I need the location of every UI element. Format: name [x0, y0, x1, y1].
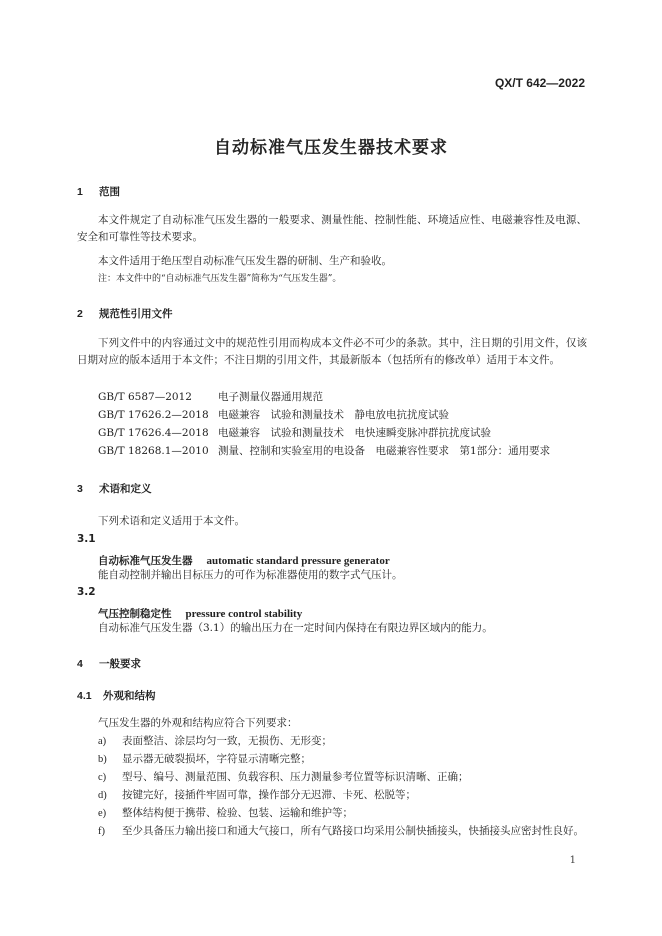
term-number: 3.1: [77, 533, 96, 545]
section-number: 3: [77, 483, 83, 495]
list-item: [98, 769, 469, 786]
list-text: 按键完好，接插件牢固可靠，操作部分无迟滞、卡死、松脱等；: [122, 789, 416, 801]
reference-item: [98, 407, 449, 424]
list-text: 显示器无破裂损坏，字符显示清晰完整；: [122, 753, 311, 765]
list-text: 型号、编号、测量范围、负载容积、压力测量参考位置等标识清晰、正确；: [122, 771, 469, 783]
reference-item: [98, 425, 491, 442]
reference-title: 电磁兼容 试验和测量技术 电快速瞬变脉冲群抗扰度试验: [218, 427, 491, 439]
reference-code: GB/T 6587—2012: [98, 391, 192, 403]
paragraph: 下列文件中的内容通过文中的规范性引用而构成本文件必不可少的条款。其中，注日期的引用文件，仅该日期对应的版本适用于本文件；不注日期的引用文件，其最新版本（包括所有的修改单）适用于本文件。: [77, 337, 587, 366]
list-item: [98, 733, 332, 750]
section-1-heading: [77, 184, 120, 199]
list-text: 至少具备压力输出接口和通大气接口，所有气路接口均采用公制快插接头，快插接头应密封性良好。: [122, 825, 584, 837]
reference-code: GB/T 17626.4—2018: [98, 427, 209, 439]
list-item: [98, 805, 353, 822]
reference-title: 电子测量仪器通用规范: [218, 391, 323, 403]
list-marker: d): [98, 790, 107, 801]
list-item: [98, 751, 311, 768]
paragraph: 下列术语和定义适用于本文件。: [98, 515, 245, 527]
reference-item: [98, 443, 550, 460]
section-number: 4: [77, 658, 83, 670]
paragraph: 本文件适用于绝压型自动标准气压发生器的研制、生产和验收。: [98, 255, 392, 267]
term-definition: 能自动控制并输出目标压力的可作为标准器使用的数字式气压计。: [98, 569, 403, 581]
standard-number: QX/T 642—2022: [494, 76, 585, 90]
list-marker: c): [98, 772, 107, 783]
reference-title: 电磁兼容 试验和测量技术 静电放电抗扰度试验: [218, 409, 449, 421]
term-definition: 自动标准气压发生器（3.1）的输出压力在一定时间内保持在有限边界区域内的能力。: [98, 622, 493, 634]
reference-title: 测量、控制和实验室用的电设备 电磁兼容性要求 第1部分：通用要求: [218, 445, 551, 457]
term-number: 3.2: [77, 586, 96, 598]
list-marker: e): [98, 808, 107, 819]
page-number: 1: [569, 855, 576, 866]
term-chinese: 自动标准气压发生器: [98, 555, 193, 567]
document-title: 自动标准气压发生器技术要求: [214, 138, 448, 158]
list-marker: f): [98, 826, 105, 837]
section-title: 规范性引用文件: [99, 308, 173, 320]
reference-item: [98, 389, 323, 406]
section-title: 范围: [99, 186, 120, 198]
subsection-4-1-heading: [77, 688, 156, 703]
paragraph: 本文件规定了自动标准气压发生器的一般要求、测量性能、控制性能、环境适应性、电磁兼容性及电源、安全和可靠性等技术要求。: [77, 214, 587, 243]
term-heading: [98, 549, 390, 568]
paragraph: 气压发生器的外观和结构应符合下列要求：: [98, 717, 298, 729]
list-item: [98, 787, 416, 804]
section-4-heading: [77, 656, 141, 671]
term-english: pressure control stability: [185, 608, 303, 620]
subsection-title: 外观和结构: [103, 690, 156, 702]
section-number: 2: [77, 308, 83, 320]
list-item: [98, 823, 122, 840]
list-marker: a): [98, 736, 107, 747]
reference-code: GB/T 18268.1—2010: [98, 445, 209, 457]
section-3-heading: [77, 481, 152, 496]
subsection-number: 4.1: [77, 690, 92, 702]
term-english: automatic standard pressure generator: [206, 555, 390, 567]
section-number: 1: [77, 186, 83, 198]
note: 注：本文件中的“自动标准气压发生器”简称为“气压发生器”。: [98, 274, 342, 284]
reference-code: GB/T 17626.2—2018: [98, 409, 209, 421]
term-chinese: 气压控制稳定性: [98, 608, 172, 620]
section-2-heading: [77, 306, 173, 321]
term-heading: [98, 602, 302, 621]
list-text: 整体结构便于携带、检验、包装、运输和维护等；: [122, 807, 353, 819]
section-title: 术语和定义: [99, 483, 152, 495]
list-marker: b): [98, 754, 107, 765]
section-title: 一般要求: [99, 658, 141, 670]
list-text: 表面整洁、涂层均匀一致，无损伤、无形变；: [122, 735, 332, 747]
